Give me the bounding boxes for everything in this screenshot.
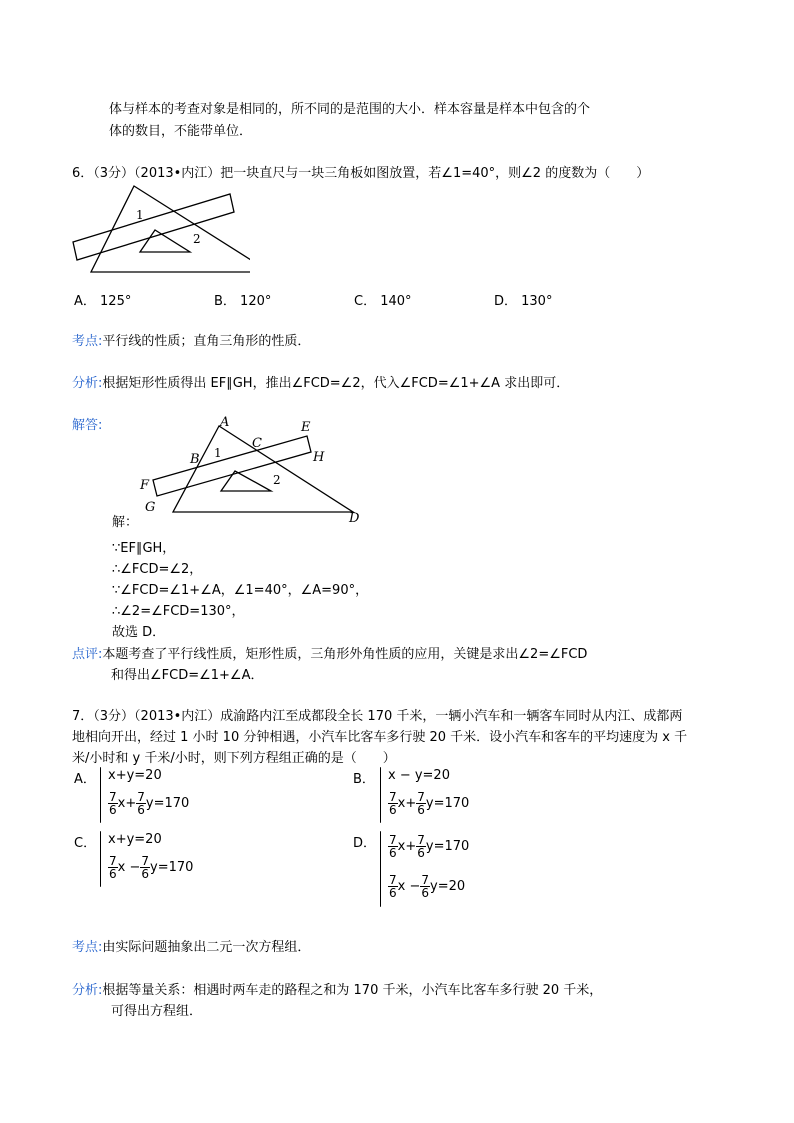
q6-option-d: D． 130° [494,294,553,309]
q7-option-b-letter: B． [353,772,375,787]
q7-option-c-letter: C． [74,836,97,851]
q6-kaodian-label: 考点: [72,334,103,349]
q6-dianping [72,643,587,662]
q6-ruler [73,194,234,260]
q7-option-a-letter: A． [74,772,96,787]
q6-fig2-label-2: 2 [273,473,281,487]
q7-option-b-brace [380,767,381,823]
q7-option-c-eq1: x+y=20 [108,832,162,847]
q6-fig2-ruler [153,436,311,496]
q6-dianping-label: 点评: [72,647,103,662]
q7-stem-line-3: 米/小时和 y 千米/小时，则下列方程组正确的是（ ） [72,751,396,766]
q6-fenxi-text: 根据矩形性质得出 EF∥GH，推出∠FCD=∠2，代入∠FCD=∠1+∠A 求出即可． [102,376,570,391]
q7-option-a-eq1: x+y=20 [108,768,162,783]
q6-fig2-big-triangle [173,426,353,512]
q6-jieda-label: 解答: [72,418,103,433]
q6-angle-label-1: 1 [136,208,144,222]
q6-solution-line-2: ∵EF∥GH， [112,541,176,556]
q7-kaodian [72,936,310,955]
top-text-line-1: 体与样本的考查对象是相同的，所不同的是范围的大小．样本容量是样本中包含的个 [109,102,591,117]
q7-fenxi-label: 分析: [72,983,103,998]
q6-fig2-label-h: H [313,450,325,465]
q6-option-a: A． 125° [74,294,132,309]
q7-fenxi-text-2: 可得出方程组． [111,1004,203,1019]
q6-figure [60,180,250,280]
q7-option-c-eq2: $\frac{7}{6}$ x − $\frac{7}{6}$ y=170 [109,854,194,881]
q6-dianping-text-1: 本题考查了平行线性质，矩形性质，三角形外角性质的应用，关键是求出∠2=∠FCD [102,647,588,662]
q7-option-d-eq2: $\frac{7}{6}$ x − $\frac{7}{6}$ y=20 [389,873,466,900]
q6-solution-line-4: ∵∠FCD=∠1+∠A，∠1=40°，∠A=90°， [112,583,369,598]
q7-option-d-eq1: $\frac{7}{6}$ x+ $\frac{7}{6}$ y=170 [389,833,470,860]
q6-solution-line-5: ∴∠2=∠FCD=130°， [112,604,245,619]
q7-fenxi [72,979,602,998]
q7-option-d-letter: D． [353,836,377,851]
q6-dianping-text-2: 和得出∠FCD=∠1+∠A． [111,668,264,683]
q7-option-b-eq2: $\frac{7}{6}$ x+ $\frac{7}{6}$ y=170 [389,790,470,817]
q6-fig2-small-triangle [221,471,271,491]
q6-kaodian-text: 平行线的性质；直角三角形的性质． [102,334,311,349]
q6-fig2-label-b: B [190,452,200,467]
q6-solution-figure [135,414,375,526]
q6-solution-line-3: ∴∠FCD=∠2， [112,562,203,577]
q6-solution-line-1: 解： [112,515,139,530]
q6-fig2-label-g: G [145,500,156,515]
q6-angle-label-2: 2 [193,232,201,246]
q7-stem-line-1: 7．（3分）（2013•内江）成渝路内江至成都段全长 170 千米，一辆小汽车和一辆客车同时从内江、成都两 [72,709,683,724]
q6-solution-line-6: 故选 D． [112,625,166,640]
q6-fig2-label-1: 1 [214,446,222,460]
q7-fenxi-text-1: 根据等量关系：相遇时两车走的路程之和为 170 千米，小汽车比客车多行驶 20 千米， [102,983,603,998]
q6-fig2-label-e: E [301,420,311,435]
q7-kaodian-label: 考点: [72,940,103,955]
q6-kaodian [72,330,310,349]
top-text-line-2: 体的数目，不能带单位． [109,124,253,139]
q6-stem: 6．（3分）（2013•内江）把一块直尺与一块三角板如图放置，若∠1=40°，则∠2 的度数为（ ） [72,166,650,181]
q6-fig2-label-d: D [349,511,360,526]
q7-kaodian-text: 由实际问题抽象出二元一次方程组． [102,940,311,955]
q6-fig2-label-a: A [220,415,230,430]
q7-option-c-brace [100,831,101,887]
q7-option-a-brace [100,767,101,823]
q6-fenxi [72,372,569,391]
q6-fenxi-label: 分析: [72,376,103,391]
q6-fig2-label-c: C [252,436,262,451]
q6-option-b: B． 120° [214,294,272,309]
q6-option-c: C． 140° [354,294,412,309]
q7-stem-line-2: 地相向开出，经过 1 小时 10 分钟相遇，小汽车比客车多行驶 20 千米．设小汽车和客车的平均速度为 x 千 [72,730,688,745]
q6-fig2-label-f: F [140,478,150,493]
q7-option-d-brace [380,831,381,907]
q7-option-a-eq2: $\frac{7}{6}$ x+ $\frac{7}{6}$ y=170 [109,790,190,817]
q7-option-b-eq1: x − y=20 [388,768,450,783]
